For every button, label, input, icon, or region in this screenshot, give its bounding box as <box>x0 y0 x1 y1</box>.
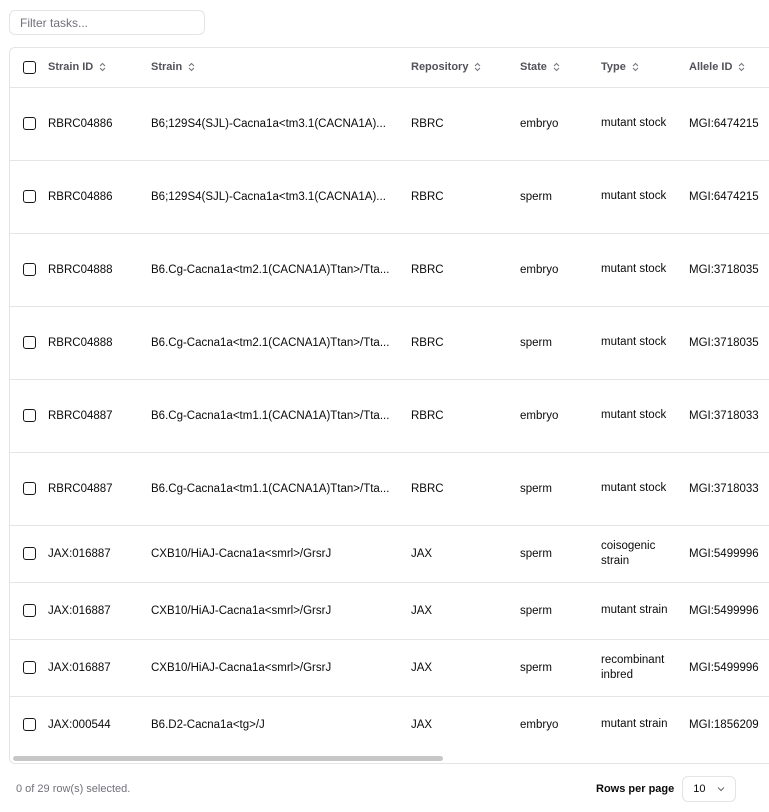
state-text: sperm <box>520 604 552 617</box>
column-header-repository[interactable] <box>403 48 512 87</box>
repository-cell <box>403 160 512 233</box>
state-cell <box>512 379 593 452</box>
type-text: mutant strain <box>601 718 668 731</box>
table-row[interactable] <box>10 233 769 306</box>
column-header-state[interactable] <box>512 48 593 87</box>
sort-icon <box>738 62 745 72</box>
repository-text: RBRC <box>411 482 444 495</box>
strain-id-cell <box>40 582 143 639</box>
allele-id-cell <box>681 87 769 160</box>
strain-cell <box>143 639 403 696</box>
strain-cell <box>143 87 403 160</box>
column-header-allele-id[interactable] <box>681 48 769 87</box>
state-text: embryo <box>520 117 559 130</box>
state-cell <box>512 306 593 379</box>
row-checkbox[interactable] <box>23 409 36 422</box>
repository-cell <box>403 87 512 160</box>
strain-id-cell <box>40 639 143 696</box>
strain-text: B6.D2-Cacna1a<tg>/J <box>151 718 265 731</box>
repository-cell <box>403 379 512 452</box>
strain-id-cell <box>40 233 143 306</box>
filter-input[interactable] <box>9 10 205 35</box>
table-row[interactable] <box>10 306 769 379</box>
column-label: Strain ID <box>48 61 94 74</box>
allele-id-cell <box>681 306 769 379</box>
row-checkbox[interactable] <box>23 190 36 203</box>
type-text: mutant stock <box>601 263 667 275</box>
allele-id-text: MGI:6474215 <box>689 117 759 130</box>
repository-text: RBRC <box>411 190 444 203</box>
row-checkbox[interactable] <box>23 604 36 617</box>
row-checkbox[interactable] <box>23 718 36 731</box>
type-text: recombinant inbred <box>601 653 665 681</box>
column-label: Type <box>601 61 626 74</box>
row-select-cell <box>10 639 40 696</box>
rows-per-page-select[interactable] <box>682 776 736 802</box>
table-row[interactable] <box>10 379 769 452</box>
strain-text: B6;129S4(SJL)-Cacna1a<tm3.1(CACNA1A)... <box>151 190 386 203</box>
data-table <box>10 48 769 753</box>
type-text: mutant stock <box>601 117 667 129</box>
type-cell <box>593 582 681 639</box>
type-cell <box>593 639 681 696</box>
strain-text: CXB10/HiAJ-Cacna1a<smrl>/GrsrJ <box>151 547 332 560</box>
column-label: Strain <box>151 61 183 74</box>
allele-id-text: MGI:6474215 <box>689 190 759 203</box>
repository-text: RBRC <box>411 117 444 130</box>
sort-icon <box>553 62 560 72</box>
row-checkbox[interactable] <box>23 336 36 349</box>
repository-text: RBRC <box>411 336 444 349</box>
table-row[interactable] <box>10 639 769 696</box>
row-select-cell <box>10 452 40 525</box>
strain-id-text: RBRC04888 <box>48 263 113 276</box>
allele-id-cell <box>681 379 769 452</box>
column-header-type[interactable] <box>593 48 681 87</box>
strain-cell <box>143 306 403 379</box>
row-select-cell <box>10 525 40 582</box>
row-select-cell <box>10 160 40 233</box>
state-text: embryo <box>520 263 559 276</box>
state-cell <box>512 233 593 306</box>
row-checkbox[interactable] <box>23 263 36 276</box>
type-cell <box>593 525 681 582</box>
type-text: mutant stock <box>601 336 667 348</box>
select-all-cell <box>10 48 40 87</box>
strain-cell <box>143 452 403 525</box>
row-checkbox[interactable] <box>23 482 36 495</box>
row-select-cell <box>10 379 40 452</box>
strain-id-cell <box>40 525 143 582</box>
repository-cell <box>403 696 512 753</box>
rows-per-page-label: Rows per page <box>596 783 675 795</box>
repository-text: JAX <box>411 604 433 617</box>
allele-id-text: MGI:5499996 <box>689 661 759 674</box>
table-row[interactable] <box>10 525 769 582</box>
row-select-cell <box>10 696 40 753</box>
type-cell <box>593 160 681 233</box>
strain-cell <box>143 233 403 306</box>
sort-icon <box>474 62 481 72</box>
column-label: Repository <box>411 61 469 74</box>
table-row[interactable] <box>10 87 769 160</box>
state-cell <box>512 639 593 696</box>
strain-id-cell <box>40 306 143 379</box>
scrollbar-thumb[interactable] <box>13 756 443 761</box>
repository-cell <box>403 525 512 582</box>
strain-id-text: JAX:016887 <box>48 547 111 560</box>
table-body <box>10 87 769 753</box>
strain-id-text: RBRC04887 <box>48 482 113 495</box>
allele-id-text: MGI:3718035 <box>689 263 759 276</box>
allele-id-cell <box>681 639 769 696</box>
state-text: sperm <box>520 547 552 560</box>
allele-id-text: MGI:3718033 <box>689 482 759 495</box>
horizontal-scrollbar[interactable] <box>10 755 769 762</box>
column-label: Allele ID <box>689 61 733 74</box>
repository-cell <box>403 452 512 525</box>
strain-id-cell <box>40 87 143 160</box>
strain-id-text: RBRC04886 <box>48 117 113 130</box>
type-cell <box>593 306 681 379</box>
repository-text: JAX <box>411 718 433 731</box>
type-cell <box>593 379 681 452</box>
row-select-cell <box>10 582 40 639</box>
state-cell <box>512 87 593 160</box>
strain-id-cell <box>40 452 143 525</box>
strain-cell <box>143 160 403 233</box>
strain-text: CXB10/HiAJ-Cacna1a<smrl>/GrsrJ <box>151 604 332 617</box>
state-text: sperm <box>520 482 552 495</box>
repository-text: JAX <box>411 661 433 674</box>
strain-cell <box>143 696 403 753</box>
strain-text: CXB10/HiAJ-Cacna1a<smrl>/GrsrJ <box>151 661 332 674</box>
state-text: embryo <box>520 409 559 422</box>
type-text: mutant strain <box>601 604 668 616</box>
allele-id-text: MGI:3718035 <box>689 336 759 349</box>
state-text: sperm <box>520 661 552 674</box>
column-label: State <box>520 61 547 74</box>
strain-text: B6.Cg-Cacna1a<tm1.1(CACNA1A)Ttan>/Tta... <box>151 409 390 422</box>
state-text: embryo <box>520 718 559 731</box>
type-text: coisogenic strain <box>601 539 656 567</box>
allele-id-cell <box>681 233 769 306</box>
state-cell <box>512 696 593 753</box>
repository-text: JAX <box>411 547 433 560</box>
strain-text: B6.Cg-Cacna1a<tm2.1(CACNA1A)Ttan>/Tta... <box>151 263 390 276</box>
row-checkbox[interactable] <box>23 547 36 560</box>
repository-cell <box>403 582 512 639</box>
row-select-cell <box>10 306 40 379</box>
strain-text: B6.Cg-Cacna1a<tm1.1(CACNA1A)Ttan>/Tta... <box>151 482 390 495</box>
allele-id-text: MGI:1856209 <box>689 718 759 731</box>
state-cell <box>512 582 593 639</box>
strain-id-cell <box>40 696 143 753</box>
type-cell <box>593 87 681 160</box>
rows-per-page-value: 10 <box>693 783 706 795</box>
state-cell <box>512 160 593 233</box>
strain-id-text: JAX:016887 <box>48 604 111 617</box>
row-checkbox[interactable] <box>23 661 36 674</box>
strain-id-text: JAX:016887 <box>48 661 111 674</box>
column-header-strain[interactable] <box>143 48 403 87</box>
allele-id-text: MGI:3718033 <box>689 409 759 422</box>
repository-cell <box>403 639 512 696</box>
strain-id-cell <box>40 160 143 233</box>
state-cell <box>512 452 593 525</box>
repository-text: RBRC <box>411 409 444 422</box>
repository-cell <box>403 306 512 379</box>
state-text: sperm <box>520 190 552 203</box>
select-all-checkbox[interactable] <box>23 61 36 74</box>
strain-id-text: JAX:000544 <box>48 718 111 731</box>
strain-id-text: RBRC04887 <box>48 409 113 422</box>
allele-id-cell <box>681 452 769 525</box>
type-text: mutant stock <box>601 409 667 421</box>
strain-text: B6;129S4(SJL)-Cacna1a<tm3.1(CACNA1A)... <box>151 117 386 130</box>
allele-id-cell <box>681 582 769 639</box>
row-select-cell <box>10 87 40 160</box>
rows-per-page <box>596 776 736 802</box>
strain-id-text: RBRC04888 <box>48 336 113 349</box>
sort-icon <box>99 62 106 72</box>
strain-cell <box>143 379 403 452</box>
repository-cell <box>403 233 512 306</box>
type-cell <box>593 696 681 753</box>
strain-text: B6.Cg-Cacna1a<tm2.1(CACNA1A)Ttan>/Tta... <box>151 336 390 349</box>
table-row[interactable] <box>10 582 769 639</box>
type-text: mutant stock <box>601 482 667 494</box>
allele-id-text: MGI:5499996 <box>689 604 759 617</box>
table-row[interactable] <box>10 160 769 233</box>
state-text: sperm <box>520 336 552 349</box>
strain-cell <box>143 525 403 582</box>
selection-status: 0 of 29 row(s) selected. <box>16 783 131 795</box>
strain-id-cell <box>40 379 143 452</box>
allele-id-cell <box>681 696 769 753</box>
type-cell <box>593 452 681 525</box>
repository-text: RBRC <box>411 263 444 276</box>
data-table-container <box>9 47 769 764</box>
state-cell <box>512 525 593 582</box>
chevron-down-icon <box>717 784 725 794</box>
allele-id-cell <box>681 525 769 582</box>
allele-id-text: MGI:5499996 <box>689 547 759 560</box>
sort-icon <box>188 62 195 72</box>
row-checkbox[interactable] <box>23 117 36 130</box>
strain-id-text: RBRC04886 <box>48 190 113 203</box>
table-row[interactable] <box>10 696 769 753</box>
table-header-row <box>10 48 769 87</box>
strain-cell <box>143 582 403 639</box>
column-header-strain-id[interactable] <box>40 48 143 87</box>
type-cell <box>593 233 681 306</box>
allele-id-cell <box>681 160 769 233</box>
type-text: mutant stock <box>601 190 667 202</box>
table-row[interactable] <box>10 452 769 525</box>
sort-icon <box>632 62 639 72</box>
row-select-cell <box>10 233 40 306</box>
